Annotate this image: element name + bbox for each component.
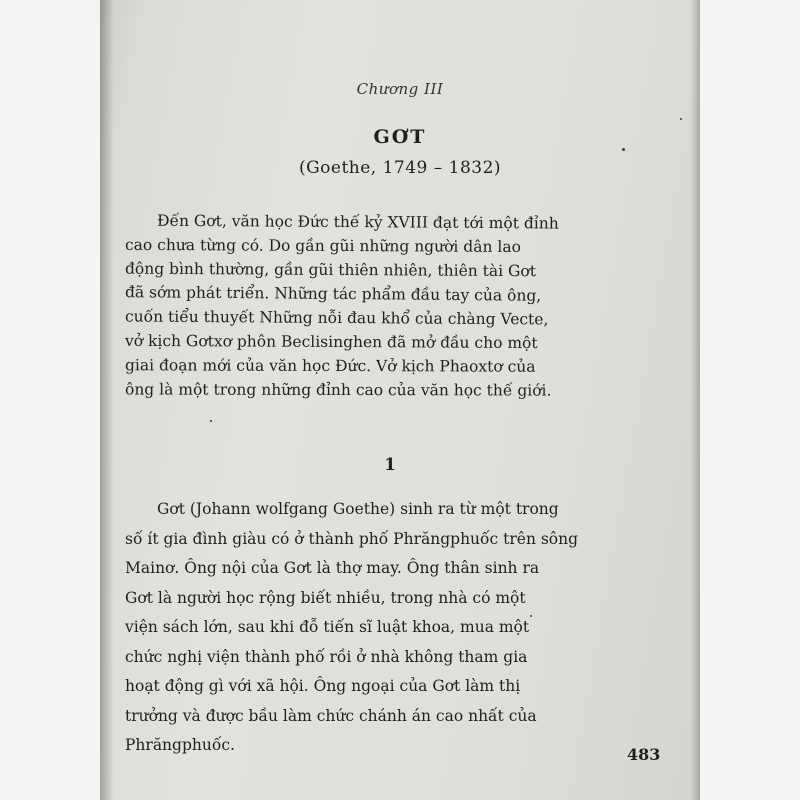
ink-speck (210, 420, 212, 422)
paragraph-line: Gơt là người học rộng biết nhiều, trong nhà có một (125, 588, 526, 607)
section-number: 1 (384, 455, 396, 475)
paragraph-line: Đến Gơt, văn học Đức thế kỷ XVIII đạt tới một đỉnh (156, 211, 559, 233)
ink-speck (680, 118, 682, 120)
paragraph-line: Mainơ. Ông nội của Gơt là thợ may. Ông thân sinh ra (125, 559, 540, 577)
paragraph-line: ông là một trong những đỉnh cao của văn học thế giới. (124, 380, 552, 400)
body-paragraph (125, 495, 578, 761)
paragraph-line: hoạt động gì với xã hội. Ông ngoại của Gơt làm thị (125, 677, 521, 695)
paragraph-line: cao chưa từng có. Do gần gũi những người dân lao (124, 235, 521, 256)
paragraph-line: động bình thường, gần gũi thiên nhiên, thiên tài Gơt (124, 259, 537, 281)
paragraph-line: chức nghị viện thành phố rồi ở nhà không tham gia (125, 647, 528, 666)
paragraph-line: Gơt (Johann wolfgang Goethe) sinh ra từ một trong (157, 500, 559, 518)
chapter-subtitle: (Goethe, 1749 – 1832) (298, 158, 502, 178)
paragraph-line: vở kịch Gơtxơ phôn Beclisinghen đã mở đầu cho một (124, 331, 538, 353)
page-number: 483 (627, 745, 661, 764)
chapter-label: Chương III (356, 80, 444, 98)
intro-paragraph (125, 210, 559, 402)
paragraph-line: số ít gia đình giàu có ở thành phố Phrăngphuốc trên sông (125, 529, 579, 548)
chapter-title: GƠT (373, 126, 427, 148)
page-left-shadow (100, 0, 114, 800)
paragraph-line: giai đoạn mới của văn học Đức. Vở kịch Phaoxtơ của (124, 356, 536, 376)
paragraph-line: viện sách lớn, sau khi đỗ tiến sĩ luật khoa, mua một (125, 618, 530, 636)
page-right-shadow (690, 0, 700, 800)
paragraph-line: đã sớm phát triển. Những tác phẩm đầu tay của ông, (124, 283, 542, 305)
paragraph-line: trưởng và được bầu làm chức chánh án cao nhất của (125, 706, 537, 725)
paragraph-line: cuốn tiểu thuyết Những nỗi đau khổ của chàng Vecte, (124, 307, 549, 329)
paragraph-line: Phrăngphuốc. (125, 736, 235, 754)
ink-speck (622, 148, 625, 151)
